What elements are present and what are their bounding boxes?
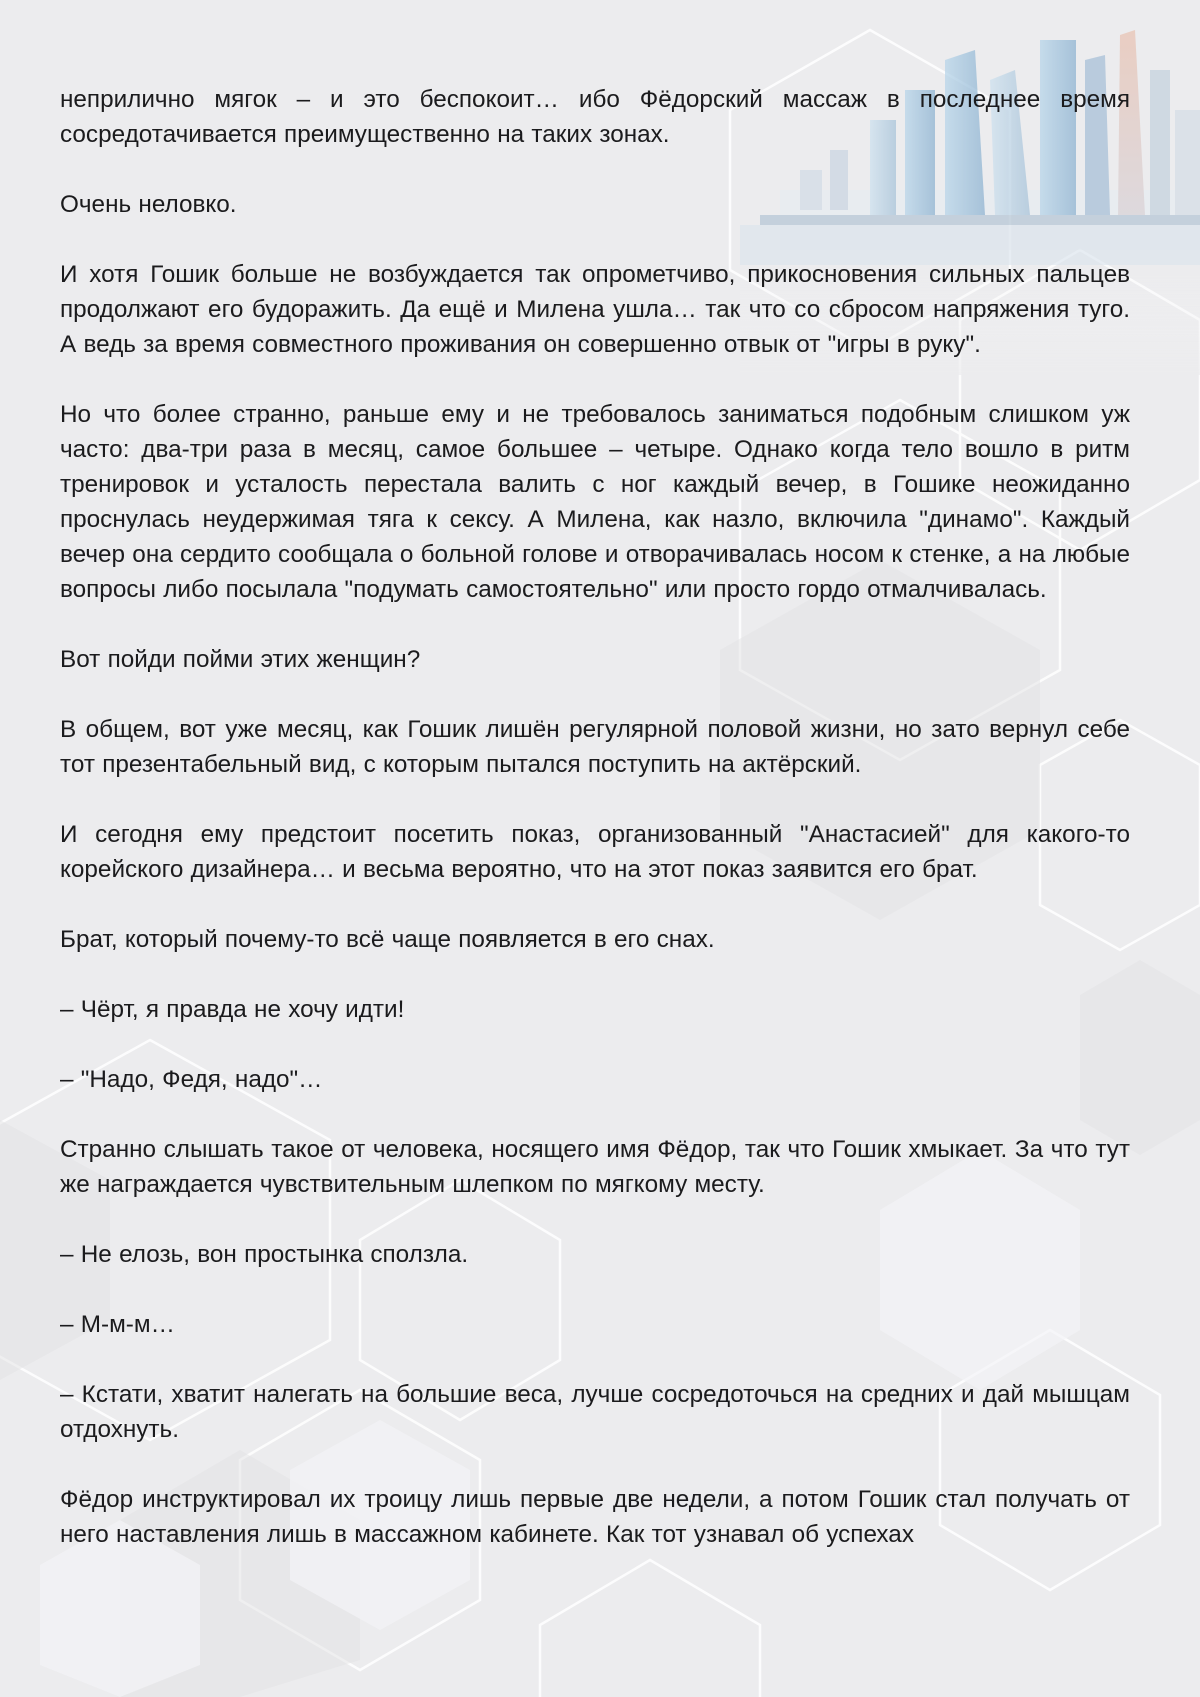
paragraph-1: неприлично мягок – и это беспокоит… ибо Фёдорский массаж в последнее время сосредотачивается преимущественно на таких зонах. [60, 86, 1130, 148]
paragraph-4: Но что более странно, раньше ему и не требовалось заниматься подобным слишком уж часто: два-три раза в месяц, самое большее – четыре. Однако когда тело вошло в ритм тренировок и усталость перестала валить с ног каждый вечер, в Гошике неожиданно проснулась неудержимая тяга к сексу. А Милена, как назло, включила "динамо". Каждый вечер она сердито сообщала о больной голове и отворачивалась носом к стенке, а на любые вопросы либо посылала "подумать самостоятельно" или просто гордо отмалчивалась. [60, 401, 1130, 603]
dialogue-line-5: – Кстати, хватит налегать на большие веса, лучше сосредоточься на средних и дай мышцам отдохнуть. [60, 1381, 1130, 1443]
paragraph-5: Вот пойди пойми этих женщин? [60, 646, 421, 673]
paragraph-10: Фёдор инструктировал их троицу лишь первые две недели, а потом Гошик стал получать от него наставления лишь в массажном кабинете. Как тот узнавал об успехах [60, 1486, 1130, 1548]
dialogue-line-1: – Чёрт, я правда не хочу идти! [60, 996, 405, 1023]
dialogue-line-2: – "Надо, Федя, надо"… [60, 1066, 323, 1093]
dialogue-line-4: – М-м-м… [60, 1311, 175, 1338]
paragraph-8: Брат, который почему-то всё чаще появляется в его снах. [60, 926, 715, 953]
paragraph-3: И хотя Гошик больше не возбуждается так опрометчиво, прикосновения сильных пальцев продолжают его будоражить. Да ещё и Милена ушла… так что со сбросом напряжения туго. А ведь за время совместного проживания он совершенно отвык от "игры в руку". [60, 261, 1130, 358]
paragraph-7: И сегодня ему предстоит посетить показ, организованный "Анастасией" для какого-то корейского дизайнера… и весьма вероятно, что на этот показ заявится его брат. [60, 821, 1130, 883]
paragraph-6: В общем, вот уже месяц, как Гошик лишён регулярной половой жизни, но зато вернул себе тот презентабельный вид, с которым пытался поступить на актёрский. [60, 716, 1130, 778]
paragraph-9: Странно слышать такое от человека, носящего имя Фёдор, так что Гошик хмыкает. За что тут же награждается чувствительным шлепком по мягкому месту. [60, 1136, 1130, 1198]
document-page [60, 82, 1130, 1552]
paragraph-2: Очень неловко. [60, 191, 237, 218]
dialogue-line-3: – Не елозь, вон простынка сползла. [60, 1241, 469, 1268]
